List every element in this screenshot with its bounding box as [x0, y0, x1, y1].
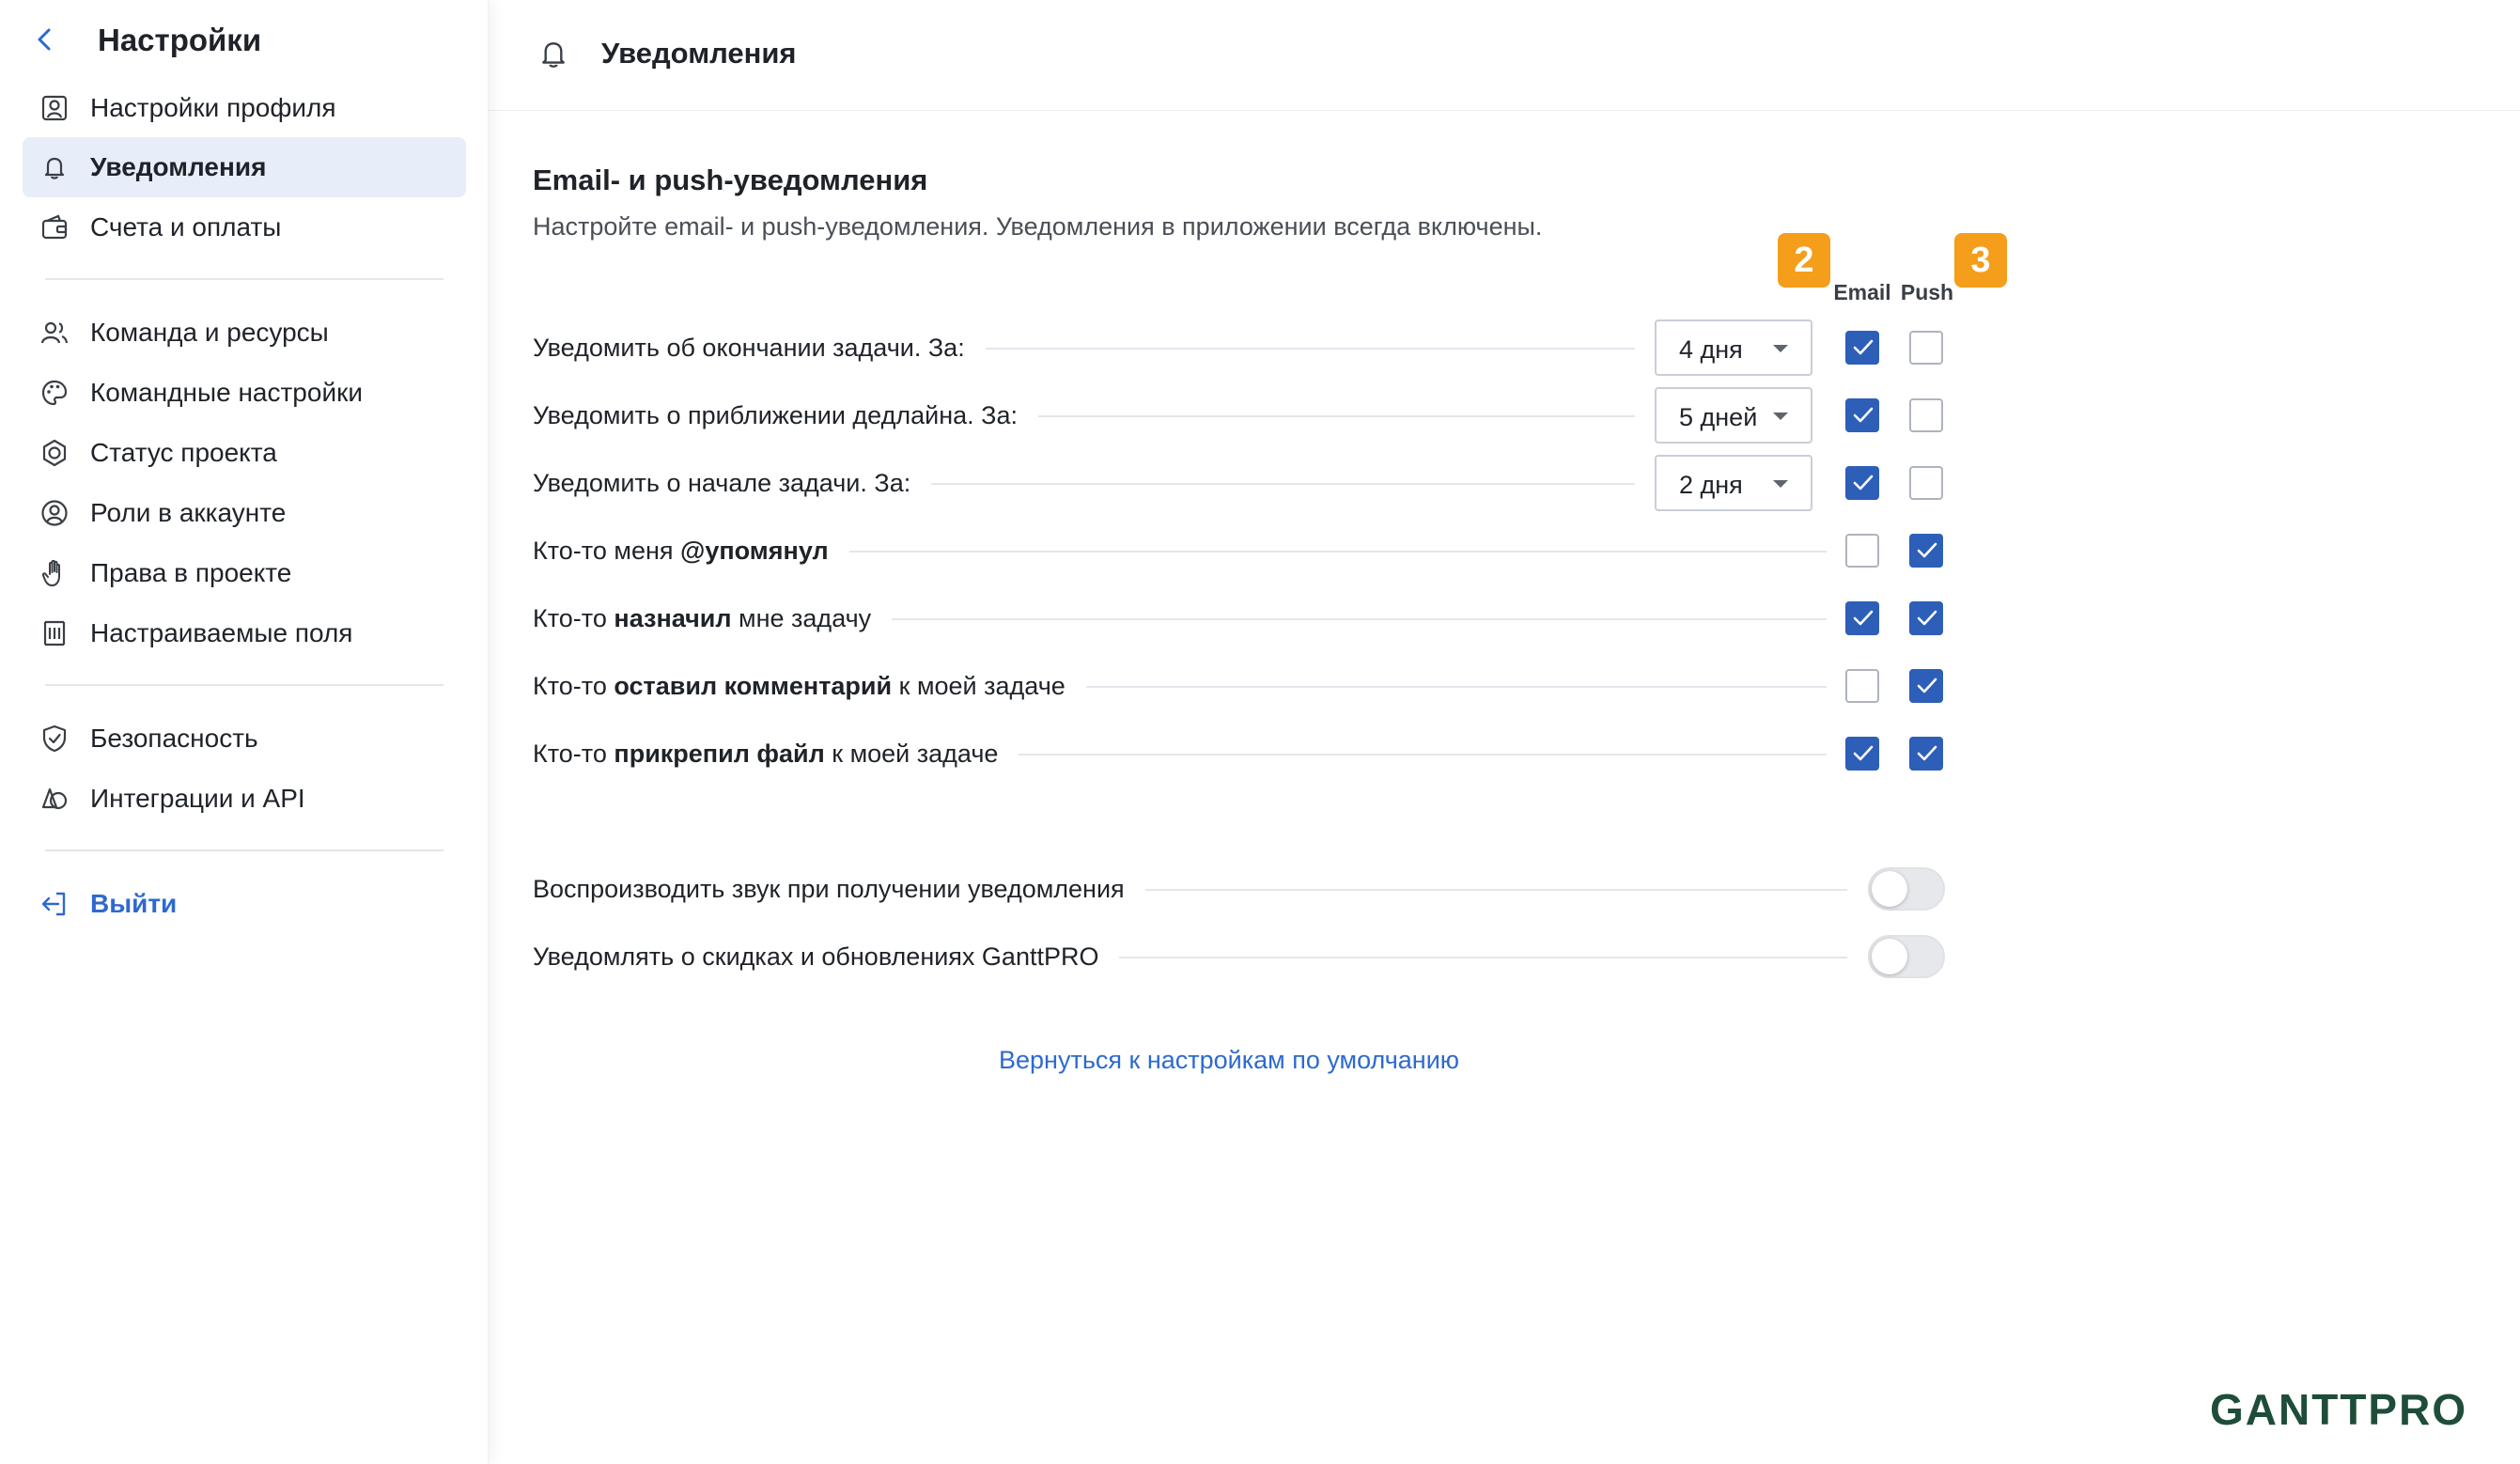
sidebar-divider [45, 278, 443, 280]
sidebar-item-profile[interactable] [23, 78, 466, 138]
label-text: Кто-то [533, 604, 614, 632]
label-emphasis: оставил комментарий [614, 672, 893, 700]
logout-button[interactable] [23, 874, 466, 934]
email-checkbox[interactable] [1845, 466, 1879, 500]
notification-label [533, 331, 986, 365]
sidebar-divider [45, 849, 443, 851]
push-checkbox[interactable] [1909, 331, 1943, 365]
caret-down-icon [1773, 480, 1788, 488]
ganttpro-logo [2210, 1385, 2473, 1432]
check-icon [1916, 677, 1938, 695]
toggle-switch[interactable] [1868, 867, 1945, 911]
label-emphasis: прикрепил файл [614, 740, 825, 768]
sidebar-item-notifications[interactable] [23, 137, 466, 197]
team-icon [39, 318, 70, 348]
main-header [489, 0, 2520, 111]
push-checkbox[interactable] [1909, 669, 1943, 703]
sidebar-item-label: Командные настройки [90, 378, 363, 407]
sidebar-divider [45, 684, 443, 686]
check-icon [1916, 541, 1938, 560]
check-icon [1916, 744, 1938, 763]
caret-down-icon [1773, 345, 1788, 352]
wallet-icon [39, 212, 70, 242]
column-header-push: Push [1900, 280, 1954, 304]
notification-label [533, 534, 849, 568]
sidebar-header [0, 0, 489, 81]
select-value: 5 дней [1679, 403, 1758, 431]
email-checkbox[interactable] [1845, 331, 1879, 365]
settings-sidebar [0, 0, 489, 1464]
hand-icon [39, 558, 70, 588]
label-text: к моей задаче [824, 740, 999, 768]
check-icon [1852, 744, 1874, 763]
user-circle-icon [39, 498, 70, 528]
notification-label [533, 737, 1019, 771]
sidebar-item-project-permissions[interactable] [23, 543, 466, 603]
sidebar-item-label: Уведомления [90, 152, 267, 181]
sidebar-item-account-roles[interactable] [23, 483, 466, 543]
label-emphasis: @упомянул [680, 537, 829, 565]
svg-text:GANTTPRO: GANTTPRO [2210, 1385, 2468, 1432]
email-checkbox[interactable] [1845, 669, 1879, 703]
chevron-left-icon [26, 21, 64, 58]
email-checkbox[interactable] [1845, 534, 1879, 568]
annotation-badge-push: 3 [1954, 233, 2007, 288]
label-emphasis: назначил [614, 604, 732, 632]
check-icon [1852, 474, 1874, 492]
bell-icon [39, 152, 70, 182]
push-checkbox[interactable] [1909, 398, 1943, 432]
shield-icon [39, 724, 70, 754]
annotation-badge-email: 2 [1778, 233, 1830, 288]
sidebar-item-team-settings[interactable] [23, 363, 466, 423]
reset-defaults-link[interactable]: Вернуться к настройкам по умолчанию [999, 1046, 1460, 1074]
days-before-select[interactable] [1655, 319, 1812, 376]
caret-down-icon [1773, 413, 1788, 420]
sidebar-item-security[interactable] [23, 709, 466, 769]
integrations-icon [39, 784, 70, 814]
palette-icon [39, 378, 70, 408]
sidebar-item-label: Настройки профиля [90, 93, 336, 122]
check-icon [1916, 609, 1938, 628]
notification-label [533, 466, 931, 500]
notification-label [533, 398, 1038, 432]
sidebar-title: Настройки [98, 23, 262, 57]
label-text: Кто-то меня [533, 537, 680, 565]
custom-fields-icon [39, 618, 70, 648]
notification-label [533, 669, 1086, 703]
sidebar-item-label: Счета и оплаты [90, 212, 282, 241]
sidebar-item-label: Интеграции и API [90, 784, 305, 813]
bell-icon [536, 36, 571, 71]
days-before-select[interactable] [1655, 455, 1812, 511]
sidebar-item-label: Настраиваемые поля [90, 618, 353, 647]
toggle-label: Уведомлять о скидках и обновлениях GanttPRO [533, 940, 1119, 973]
sidebar-item-custom-fields[interactable] [23, 603, 466, 663]
toggle-knob [1872, 939, 1907, 974]
label-text: к моей задаче [892, 672, 1066, 700]
label-text: Кто-то [533, 740, 614, 768]
email-checkbox[interactable] [1845, 737, 1879, 771]
logout-icon [39, 889, 70, 919]
check-icon [1852, 406, 1874, 425]
label-text: Уведомить о приближении дедлайна. За: [533, 401, 1018, 429]
toggle-label: Воспроизводить звук при получении уведомления [533, 872, 1145, 906]
push-checkbox[interactable] [1909, 466, 1943, 500]
sidebar-item-integrations[interactable] [23, 769, 466, 829]
label-text: Кто-то [533, 672, 614, 700]
email-checkbox[interactable] [1845, 601, 1879, 635]
page-title: Уведомления [601, 37, 797, 70]
label-text: Уведомить о начале задачи. За: [533, 469, 911, 497]
sidebar-item-billing[interactable] [23, 197, 466, 257]
sidebar-item-label: Безопасность [90, 724, 258, 753]
back-button[interactable] [26, 21, 64, 58]
sidebar-item-project-status[interactable] [23, 423, 466, 483]
notification-label [533, 601, 892, 635]
days-before-select[interactable] [1655, 387, 1812, 444]
section-description: Настройте email- и push-уведомления. Уведомления в приложении всегда включены. [533, 212, 1543, 241]
push-checkbox[interactable] [1909, 601, 1943, 635]
status-icon [39, 438, 70, 468]
select-value: 4 дня [1679, 335, 1743, 364]
check-icon [1852, 338, 1874, 357]
toggle-switch[interactable] [1868, 935, 1945, 978]
profile-icon [39, 93, 70, 123]
push-checkbox[interactable] [1909, 737, 1943, 771]
sidebar-item-label: Роли в аккаунте [90, 498, 287, 527]
select-value: 2 дня [1679, 471, 1743, 499]
sidebar-item-team[interactable] [23, 303, 466, 363]
email-checkbox[interactable] [1845, 398, 1879, 432]
toggle-knob [1872, 871, 1907, 907]
logout-label: Выйти [90, 889, 178, 918]
label-text: Уведомить об окончании задачи. За: [533, 334, 965, 362]
section-title: Email- и push-уведомления [533, 164, 928, 196]
sidebar-item-label: Права в проекте [90, 558, 292, 587]
check-icon [1852, 609, 1874, 628]
sidebar-item-label: Команда и ресурсы [90, 318, 329, 347]
sidebar-item-label: Статус проекта [90, 438, 277, 467]
column-header-email: Email [1833, 280, 1891, 304]
label-text: мне задачу [731, 604, 872, 632]
push-checkbox[interactable] [1909, 534, 1943, 568]
